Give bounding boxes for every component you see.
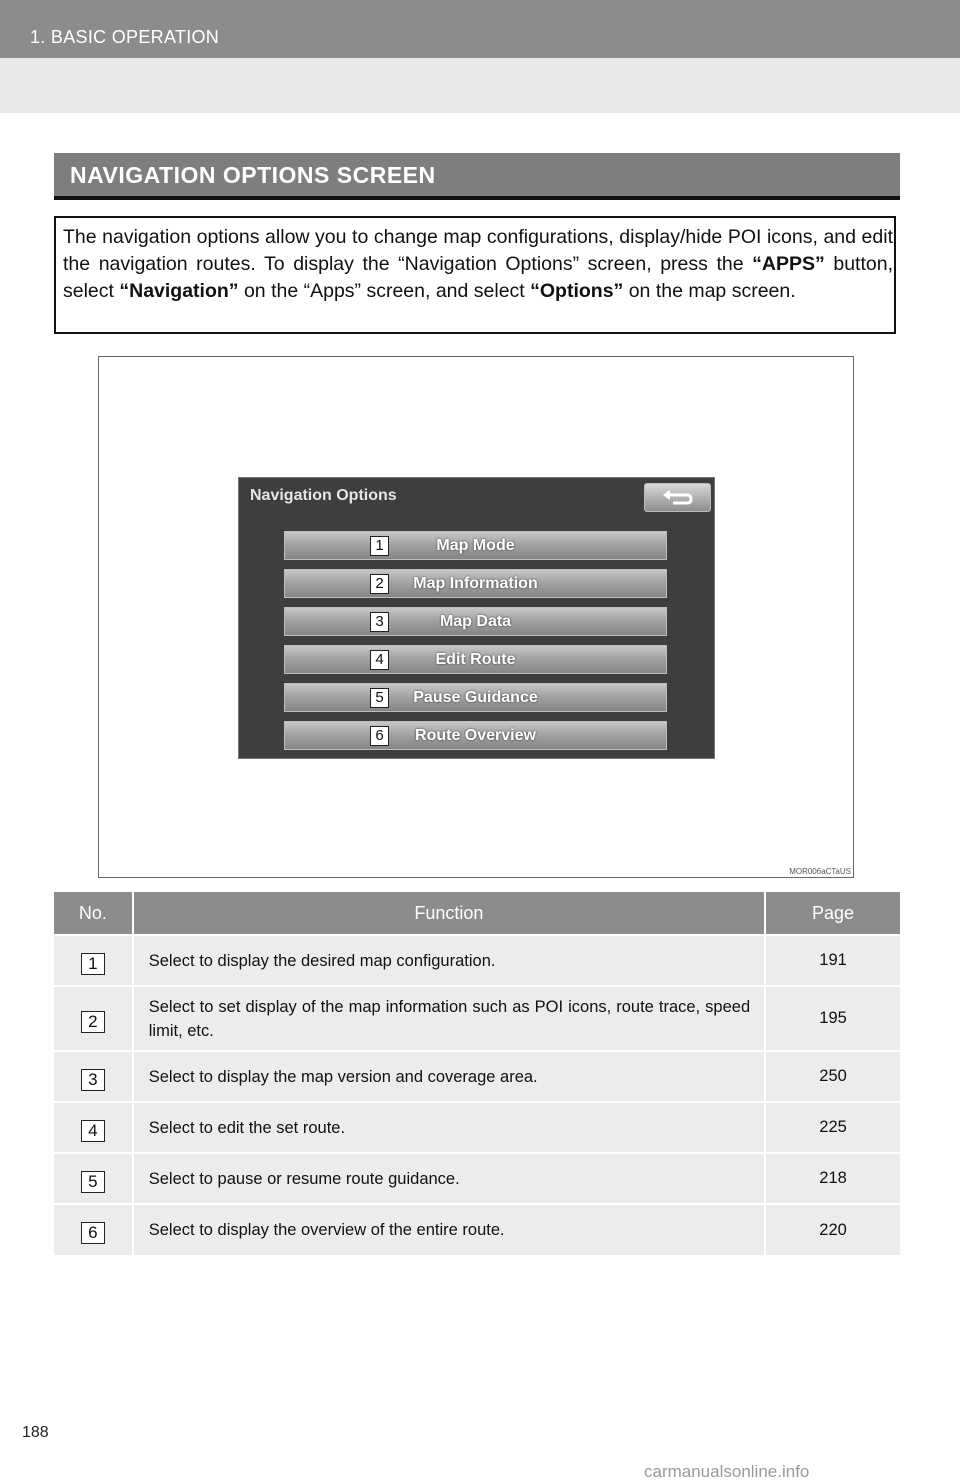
row-number xyxy=(54,935,133,986)
intro-part4: on the map screen. xyxy=(623,280,796,302)
header-no: No. xyxy=(54,892,133,935)
table-row xyxy=(54,1051,900,1102)
row-page: 195 xyxy=(765,986,900,1051)
button-label: Pause Guidance xyxy=(413,689,538,706)
number-badge: 3 xyxy=(370,612,389,632)
function-table xyxy=(54,892,900,1255)
map-mode-button[interactable] xyxy=(284,531,667,560)
row-function: Select to display the desired map configuration. xyxy=(133,935,765,986)
row-page: 220 xyxy=(765,1204,900,1255)
edit-route-button[interactable] xyxy=(284,645,667,674)
navigation-options-screen xyxy=(238,477,715,759)
intro-navigation: “Navigation” xyxy=(119,280,239,302)
row-function: Select to display the overview of the entire route. xyxy=(133,1204,765,1255)
number-badge: 2 xyxy=(370,574,389,594)
chapter-title: 1. BASIC OPERATION xyxy=(30,27,220,47)
button-label: Map Data xyxy=(439,613,512,630)
table-row xyxy=(54,986,900,1051)
header-page: Page xyxy=(765,892,900,935)
number-badge: 6 xyxy=(81,1222,105,1244)
section-title: NAVIGATION OPTIONS SCREEN xyxy=(70,162,436,188)
map-data-button[interactable] xyxy=(284,607,667,636)
number-badge: 2 xyxy=(81,1011,105,1033)
number-badge: 4 xyxy=(81,1120,105,1142)
intro-part2: button, select xyxy=(63,253,893,302)
row-page: 250 xyxy=(765,1051,900,1102)
pause-guidance-button[interactable] xyxy=(284,683,667,712)
intro-apps: “APPS” xyxy=(752,253,825,275)
section-header xyxy=(54,153,900,200)
table-row xyxy=(54,935,900,986)
number-badge: 1 xyxy=(81,953,105,975)
route-overview-button[interactable] xyxy=(284,721,667,750)
row-function: Select to display the map version and coverage area. xyxy=(133,1051,765,1102)
number-badge: 5 xyxy=(81,1171,105,1193)
number-badge: 1 xyxy=(370,536,389,556)
row-function: Select to edit the set route. xyxy=(133,1102,765,1153)
row-page: 191 xyxy=(765,935,900,986)
button-label: Map Information xyxy=(413,575,538,592)
figure-frame xyxy=(98,356,854,878)
button-label: Route Overview xyxy=(415,727,536,744)
table-row xyxy=(54,1204,900,1255)
button-label: Map Mode xyxy=(436,537,515,554)
row-number xyxy=(54,1051,133,1102)
table-row xyxy=(54,1153,900,1204)
number-badge: 3 xyxy=(81,1069,105,1091)
intro-part1: The navigation options allow you to change map configurations, display/hide POI icons, and edit the navigation routes. To display the “Navigation Options” screen, press the xyxy=(63,226,893,275)
row-page: 225 xyxy=(765,1102,900,1153)
row-page: 218 xyxy=(765,1153,900,1204)
map-information-button[interactable] xyxy=(284,569,667,598)
intro-part3: on the “Apps” screen, and select xyxy=(238,280,531,302)
number-badge: 4 xyxy=(370,650,389,670)
row-number xyxy=(54,1102,133,1153)
intro-options: “Options” xyxy=(530,280,624,302)
number-badge: 5 xyxy=(370,688,389,708)
button-label: Edit Route xyxy=(435,651,516,668)
header-function: Function xyxy=(133,892,765,935)
back-arrow-icon xyxy=(661,489,695,507)
figure-code: MOR006aCTaUS xyxy=(789,867,851,876)
row-function: Select to pause or resume route guidance. xyxy=(133,1153,765,1204)
page-number: 188 xyxy=(22,1424,49,1441)
row-number xyxy=(54,1204,133,1255)
table-row xyxy=(54,1102,900,1153)
back-button[interactable] xyxy=(644,483,711,512)
screen-title: Navigation Options xyxy=(250,487,397,504)
chapter-bar xyxy=(0,0,960,58)
watermark: carmanualsonline.info xyxy=(644,1462,810,1481)
row-number xyxy=(54,1153,133,1204)
number-badge: 6 xyxy=(370,726,389,746)
row-function: Select to set display of the map information such as POI icons, route trace, speed limit, etc. xyxy=(133,986,765,1051)
intro-box xyxy=(54,216,896,334)
intro-text xyxy=(63,224,893,305)
row-number xyxy=(54,986,133,1051)
table-header-row xyxy=(54,892,900,935)
